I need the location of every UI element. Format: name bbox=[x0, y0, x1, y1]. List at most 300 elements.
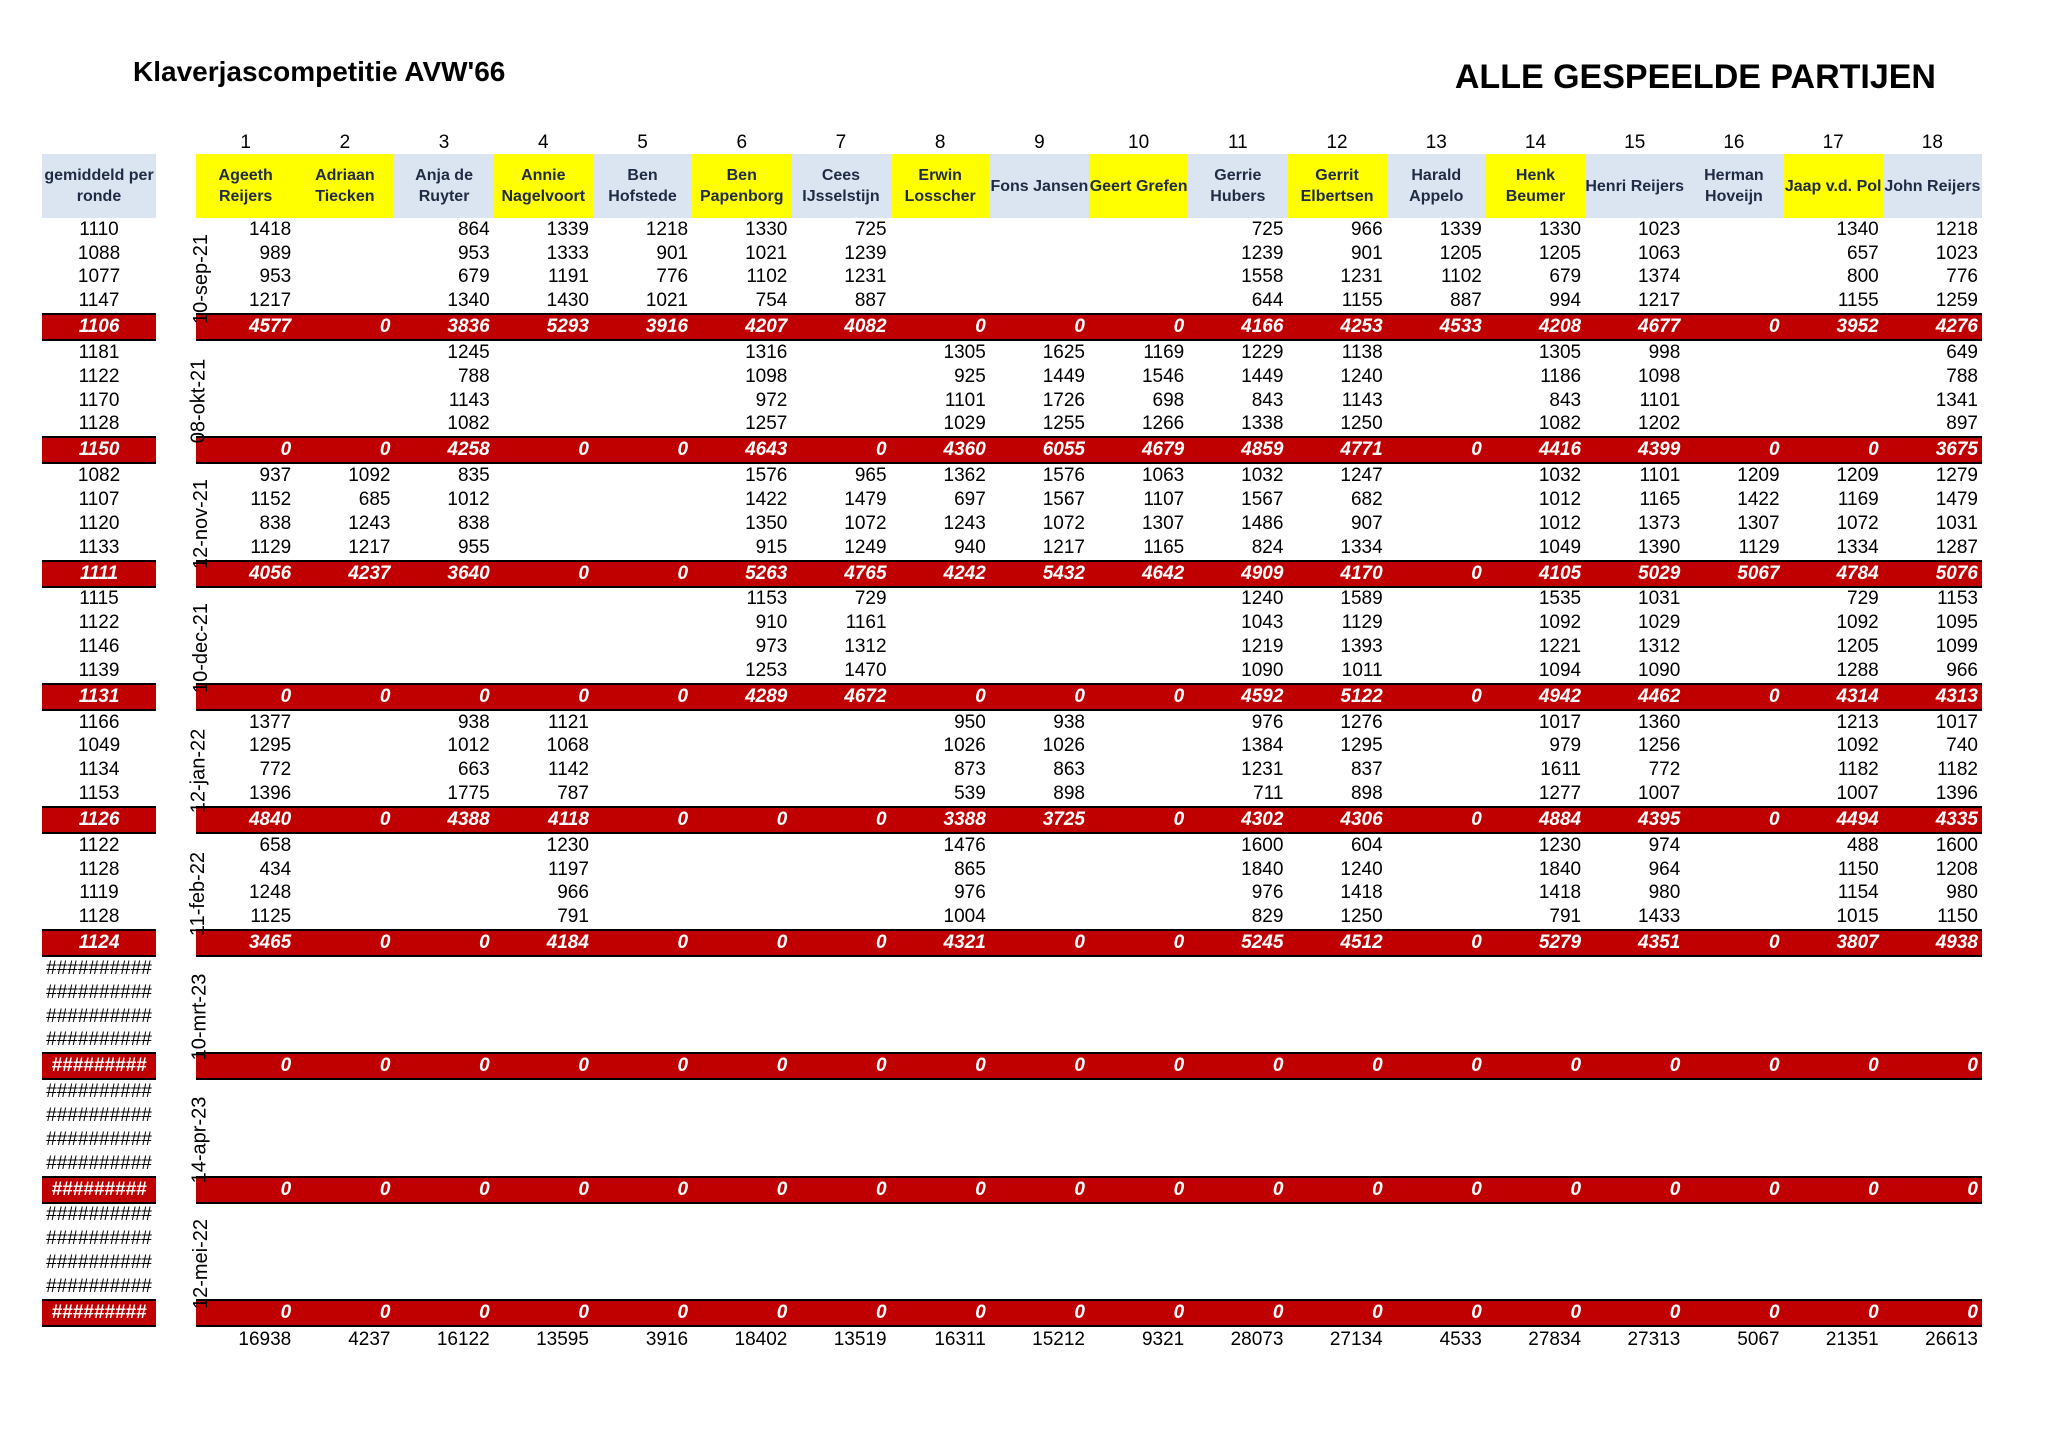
score-row bbox=[42, 1079, 1982, 1104]
score-cell bbox=[295, 905, 394, 930]
score-cell bbox=[692, 1029, 791, 1054]
round-average: 1122 bbox=[78, 834, 120, 856]
round-sum-cell: 0 bbox=[990, 684, 1089, 710]
score-cell bbox=[692, 1079, 791, 1104]
score-cell bbox=[1784, 1275, 1883, 1300]
score-cell bbox=[1089, 956, 1188, 981]
round-sum-cell: 0 bbox=[494, 1177, 593, 1203]
score-cell bbox=[692, 833, 791, 858]
score-cell bbox=[1089, 1029, 1188, 1054]
round-average: ########## bbox=[46, 1029, 152, 1051]
round-sum-cell: 5293 bbox=[494, 314, 593, 340]
score-cell bbox=[494, 1275, 593, 1300]
score-cell: 901 bbox=[656, 242, 689, 264]
score-cell: 788 bbox=[1946, 365, 1978, 387]
round-sum-cell: 0 bbox=[1188, 1300, 1287, 1326]
round-sum-cell: 0 bbox=[1684, 807, 1783, 833]
score-cell bbox=[1089, 758, 1188, 782]
player-number: 13 bbox=[1425, 132, 1447, 153]
score-cell bbox=[394, 1251, 493, 1275]
round-sum-cell: 4242 bbox=[891, 561, 990, 587]
round-sum-cell: 0 bbox=[196, 437, 295, 463]
round-sum-cell: 4314 bbox=[1784, 684, 1883, 710]
score-cell: 1021 bbox=[645, 290, 689, 312]
round-date-cell bbox=[156, 463, 213, 586]
score-cell bbox=[394, 956, 493, 981]
score-cell bbox=[990, 1128, 1089, 1152]
score-cell bbox=[1684, 1128, 1783, 1152]
score-cell bbox=[593, 1152, 692, 1177]
score-row bbox=[42, 858, 1982, 882]
score-cell bbox=[891, 1079, 990, 1104]
score-cell: 1295 bbox=[248, 735, 292, 757]
score-cell bbox=[791, 1079, 890, 1104]
score-cell: 1152 bbox=[250, 489, 292, 511]
score-cell bbox=[990, 1203, 1089, 1228]
round-average: 1107 bbox=[78, 489, 120, 511]
score-cell bbox=[1287, 956, 1386, 981]
score-cell: 1004 bbox=[943, 906, 986, 928]
score-cell: 1007 bbox=[1836, 783, 1879, 805]
score-cell bbox=[593, 340, 692, 365]
round-sum-cell: 0 bbox=[990, 314, 1089, 340]
round-sum-cell: 0 bbox=[1387, 684, 1486, 710]
score-cell bbox=[1089, 1227, 1188, 1251]
score-cell: 966 bbox=[1946, 659, 1978, 681]
score-cell bbox=[295, 242, 394, 266]
score-cell bbox=[593, 365, 692, 389]
score-cell bbox=[1089, 1152, 1188, 1177]
score-cell bbox=[891, 1203, 990, 1228]
score-cell bbox=[295, 833, 394, 858]
score-cell bbox=[295, 218, 394, 242]
totals-row bbox=[42, 1326, 1982, 1353]
score-cell: 1205 bbox=[1836, 636, 1879, 658]
score-row bbox=[42, 882, 1982, 906]
score-cell bbox=[1784, 1005, 1883, 1029]
score-cell bbox=[692, 782, 791, 807]
score-cell: 1362 bbox=[943, 465, 986, 487]
score-cell bbox=[593, 659, 692, 684]
score-cell: 1090 bbox=[1241, 659, 1284, 681]
round-sum-cell: 0 bbox=[990, 1177, 1089, 1203]
score-cell bbox=[196, 340, 295, 365]
score-cell: 1312 bbox=[844, 636, 887, 658]
round-sum-cell: 0 bbox=[394, 1177, 493, 1203]
score-cell bbox=[196, 956, 295, 981]
player-name: Cees IJsselstijn bbox=[791, 154, 890, 218]
score-cell bbox=[1784, 1079, 1883, 1104]
score-cell: 1153 bbox=[1937, 588, 1978, 610]
score-cell bbox=[1387, 389, 1486, 413]
score-cell bbox=[1883, 981, 1982, 1005]
scores-table bbox=[42, 132, 1982, 1353]
score-row bbox=[42, 635, 1982, 659]
score-cell bbox=[1585, 1079, 1684, 1104]
round-sum-cell: 0 bbox=[1684, 1053, 1783, 1079]
score-cell: 1535 bbox=[1538, 588, 1582, 610]
score-cell bbox=[791, 1029, 890, 1054]
score-row bbox=[42, 981, 1982, 1005]
round-sum-cell: 4118 bbox=[494, 807, 593, 833]
score-cell bbox=[494, 1251, 593, 1275]
round-sum-average: ######### bbox=[42, 1053, 156, 1079]
score-cell bbox=[1387, 659, 1486, 684]
score-cell: 1221 bbox=[1538, 636, 1582, 658]
round-sum-cell: 4258 bbox=[394, 437, 493, 463]
round-sum-average: 1131 bbox=[42, 684, 156, 710]
score-cell bbox=[1387, 365, 1486, 389]
score-cell bbox=[1684, 266, 1783, 290]
score-cell bbox=[394, 858, 493, 882]
score-cell bbox=[1486, 1227, 1585, 1251]
round-average: 1110 bbox=[79, 218, 119, 240]
blank-cell bbox=[156, 1326, 196, 1353]
score-cell: 1217 bbox=[348, 536, 391, 558]
score-cell: 1259 bbox=[1935, 290, 1978, 312]
score-cell bbox=[692, 1128, 791, 1152]
score-cell bbox=[394, 1128, 493, 1152]
score-cell bbox=[1486, 1128, 1585, 1152]
score-cell bbox=[1883, 1079, 1982, 1104]
score-cell: 1153 bbox=[746, 588, 788, 610]
score-cell bbox=[692, 1005, 791, 1029]
score-cell bbox=[1188, 981, 1287, 1005]
score-cell bbox=[593, 1251, 692, 1275]
round-sum-cell: 0 bbox=[990, 1053, 1089, 1079]
round-sum-cell: 0 bbox=[1188, 1177, 1287, 1203]
total-cell: 13519 bbox=[791, 1326, 890, 1353]
round-sum-cell: 4289 bbox=[692, 684, 791, 710]
score-cell bbox=[394, 833, 493, 858]
score-cell bbox=[1784, 413, 1883, 438]
score-cell bbox=[1684, 587, 1783, 612]
score-cell bbox=[593, 536, 692, 561]
score-cell bbox=[1684, 735, 1783, 759]
round-sum-cell: 0 bbox=[692, 930, 791, 956]
score-cell bbox=[593, 389, 692, 413]
score-cell bbox=[1387, 981, 1486, 1005]
round-sum-cell: 0 bbox=[593, 1300, 692, 1326]
score-cell bbox=[295, 1275, 394, 1300]
score-cell bbox=[593, 956, 692, 981]
score-cell bbox=[891, 1275, 990, 1300]
round-sum-cell: 0 bbox=[295, 1053, 394, 1079]
score-cell bbox=[394, 1203, 493, 1228]
score-cell bbox=[692, 1152, 791, 1177]
score-cell bbox=[1387, 905, 1486, 930]
score-cell bbox=[990, 905, 1089, 930]
score-cell: 776 bbox=[1946, 266, 1978, 288]
score-cell: 1567 bbox=[1042, 489, 1085, 511]
score-cell: 1339 bbox=[1439, 218, 1482, 240]
round-average: ########## bbox=[46, 1275, 152, 1297]
score-cell bbox=[1287, 1275, 1386, 1300]
score-cell: 1208 bbox=[1935, 858, 1978, 880]
score-cell bbox=[1684, 833, 1783, 858]
round-sum-cell: 0 bbox=[394, 1053, 493, 1079]
score-cell bbox=[593, 635, 692, 659]
score-cell: 1240 bbox=[1340, 365, 1383, 387]
score-cell bbox=[494, 389, 593, 413]
score-cell bbox=[295, 782, 394, 807]
round-sum-cell: 0 bbox=[295, 1177, 394, 1203]
score-cell: 1031 bbox=[1935, 512, 1978, 534]
score-cell: 1479 bbox=[1935, 489, 1978, 511]
round-sum-cell: 0 bbox=[593, 561, 692, 587]
score-cell bbox=[791, 1005, 890, 1029]
score-cell bbox=[1684, 242, 1783, 266]
score-cell bbox=[295, 1203, 394, 1228]
round-average: ########## bbox=[46, 958, 152, 980]
round-sum-cell: 0 bbox=[593, 1053, 692, 1079]
score-cell: 658 bbox=[259, 834, 292, 856]
score-cell bbox=[1387, 340, 1486, 365]
total-cell: 16122 bbox=[394, 1326, 493, 1353]
score-cell: 1611 bbox=[1540, 759, 1582, 781]
player-name: Ageeth Reijers bbox=[196, 154, 295, 218]
score-cell bbox=[394, 1275, 493, 1300]
score-cell: 772 bbox=[1648, 759, 1681, 781]
score-cell bbox=[494, 659, 593, 684]
player-number: 18 bbox=[1921, 132, 1943, 153]
score-cell bbox=[1387, 512, 1486, 536]
round-sum-cell: 0 bbox=[1684, 1300, 1783, 1326]
score-cell: 1625 bbox=[1042, 342, 1085, 364]
score-cell: 1248 bbox=[248, 882, 292, 904]
score-cell bbox=[1387, 735, 1486, 759]
score-cell: 698 bbox=[1152, 389, 1185, 411]
score-cell bbox=[791, 710, 890, 735]
round-sum-cell: 0 bbox=[394, 930, 493, 956]
score-cell bbox=[1684, 758, 1783, 782]
score-cell: 1600 bbox=[1935, 834, 1978, 856]
score-cell: 1015 bbox=[1836, 906, 1879, 928]
score-cell: 1470 bbox=[844, 659, 887, 681]
score-cell bbox=[494, 340, 593, 365]
score-cell bbox=[1684, 1203, 1783, 1228]
score-cell: 1589 bbox=[1340, 588, 1383, 610]
score-cell bbox=[1883, 1275, 1982, 1300]
score-cell: 1032 bbox=[1538, 465, 1582, 487]
score-cell bbox=[990, 289, 1089, 314]
total-cell: 13595 bbox=[494, 1326, 593, 1353]
score-cell bbox=[295, 1104, 394, 1128]
round-sum-cell: 4395 bbox=[1585, 807, 1684, 833]
score-cell: 1082 bbox=[447, 413, 490, 435]
score-cell bbox=[1188, 1005, 1287, 1029]
round-date-cell bbox=[156, 587, 213, 710]
round-sum-cell: 0 bbox=[1188, 1053, 1287, 1079]
round-average: ########## bbox=[46, 1128, 152, 1150]
score-cell bbox=[1089, 905, 1188, 930]
score-row bbox=[42, 512, 1982, 536]
score-cell: 1373 bbox=[1638, 512, 1681, 534]
score-cell bbox=[1287, 1128, 1386, 1152]
score-cell bbox=[1784, 1128, 1883, 1152]
score-cell: 1449 bbox=[1042, 365, 1085, 387]
round-average: 1181 bbox=[78, 342, 120, 364]
score-cell bbox=[494, 512, 593, 536]
round-sum-cell: 4771 bbox=[1287, 437, 1386, 463]
score-cell bbox=[990, 956, 1089, 981]
score-cell bbox=[692, 1227, 791, 1251]
round-sum-cell: 4592 bbox=[1188, 684, 1287, 710]
score-cell bbox=[295, 1128, 394, 1152]
score-cell bbox=[295, 710, 394, 735]
score-cell: 682 bbox=[1350, 489, 1383, 511]
score-cell bbox=[1684, 956, 1783, 981]
score-cell: 898 bbox=[1350, 783, 1383, 805]
round-date-cell bbox=[156, 956, 211, 1079]
score-cell bbox=[593, 1104, 692, 1128]
score-cell bbox=[1287, 1203, 1386, 1228]
score-cell bbox=[891, 587, 990, 612]
score-cell: 1095 bbox=[1935, 612, 1978, 634]
score-cell bbox=[1684, 218, 1783, 242]
score-cell bbox=[1387, 758, 1486, 782]
player-number: 12 bbox=[1326, 132, 1348, 153]
score-cell bbox=[990, 611, 1089, 635]
score-cell: 1092 bbox=[1538, 612, 1582, 634]
score-row bbox=[42, 389, 1982, 413]
round-average: 1128 bbox=[78, 413, 120, 435]
score-cell: 1287 bbox=[1935, 536, 1978, 558]
score-cell bbox=[494, 587, 593, 612]
score-cell: 1107 bbox=[1143, 489, 1185, 511]
score-cell bbox=[1387, 833, 1486, 858]
score-cell bbox=[692, 858, 791, 882]
score-cell: 1240 bbox=[1340, 858, 1383, 880]
score-cell bbox=[295, 289, 394, 314]
total-cell: 28073 bbox=[1188, 1326, 1287, 1353]
score-cell: 1049 bbox=[1538, 536, 1582, 558]
round-average: 1133 bbox=[78, 536, 120, 558]
score-cell: 1840 bbox=[1241, 858, 1284, 880]
score-cell bbox=[1684, 782, 1783, 807]
score-cell bbox=[1585, 981, 1684, 1005]
score-cell: 887 bbox=[854, 290, 887, 312]
score-cell bbox=[1387, 1203, 1486, 1228]
score-cell bbox=[1287, 981, 1386, 1005]
score-cell: 1726 bbox=[1042, 389, 1085, 411]
score-cell bbox=[593, 1005, 692, 1029]
score-cell bbox=[990, 635, 1089, 659]
score-cell: 1098 bbox=[745, 365, 788, 387]
score-cell: 1023 bbox=[1935, 242, 1978, 264]
round-sum-cell: 4784 bbox=[1784, 561, 1883, 587]
score-cell: 974 bbox=[1648, 834, 1681, 856]
round-sum-cell: 6055 bbox=[990, 437, 1089, 463]
score-cell bbox=[891, 1152, 990, 1177]
round-sum-cell: 0 bbox=[692, 1053, 791, 1079]
score-cell: 644 bbox=[1251, 290, 1284, 312]
score-cell bbox=[295, 981, 394, 1005]
round-sum-cell: 0 bbox=[891, 314, 990, 340]
score-cell bbox=[1486, 1275, 1585, 1300]
round-sum-cell: 0 bbox=[196, 1300, 295, 1326]
score-cell bbox=[692, 710, 791, 735]
score-cell: 829 bbox=[1251, 906, 1284, 928]
score-cell: 711 bbox=[1253, 783, 1284, 805]
score-cell bbox=[791, 882, 890, 906]
score-cell: 740 bbox=[1946, 735, 1978, 757]
score-cell: 1334 bbox=[1836, 536, 1879, 558]
score-cell bbox=[1883, 1251, 1982, 1275]
round-sum-cell: 0 bbox=[1784, 1177, 1883, 1203]
score-cell: 1384 bbox=[1241, 735, 1284, 757]
round-sum-cell: 0 bbox=[791, 437, 890, 463]
round-sum-cell: 3952 bbox=[1784, 314, 1883, 340]
score-cell bbox=[593, 905, 692, 930]
score-cell bbox=[1883, 1152, 1982, 1177]
score-cell bbox=[1486, 956, 1585, 981]
score-cell bbox=[1387, 488, 1486, 512]
round-sum-cell: 0 bbox=[295, 1300, 394, 1326]
round-sum-cell: 0 bbox=[593, 807, 692, 833]
score-cell bbox=[494, 365, 593, 389]
score-cell bbox=[593, 710, 692, 735]
player-number: 4 bbox=[538, 132, 549, 153]
round-average: 1166 bbox=[78, 711, 120, 733]
score-cell: 1031 bbox=[1638, 588, 1681, 610]
round-sum-cell: 0 bbox=[1883, 1177, 1982, 1203]
round-sum-cell: 0 bbox=[196, 684, 295, 710]
score-cell bbox=[791, 905, 890, 930]
score-cell: 1023 bbox=[1638, 218, 1681, 240]
score-cell: 1288 bbox=[1836, 659, 1879, 681]
score-cell bbox=[1784, 1152, 1883, 1177]
score-cell bbox=[791, 735, 890, 759]
score-cell: 1243 bbox=[943, 512, 986, 534]
round-sum-row bbox=[42, 684, 1982, 710]
score-cell bbox=[295, 659, 394, 684]
score-cell: 1150 bbox=[1937, 906, 1978, 928]
score-cell bbox=[1287, 1029, 1386, 1054]
score-cell bbox=[1684, 413, 1783, 438]
round-date: 12-jan-22 bbox=[187, 728, 210, 814]
score-cell bbox=[295, 266, 394, 290]
round-sum-cell: 0 bbox=[1089, 1300, 1188, 1326]
score-cell bbox=[1784, 340, 1883, 365]
round-sum-cell: 4306 bbox=[1287, 807, 1386, 833]
score-cell: 1390 bbox=[1638, 536, 1681, 558]
round-sum-cell: 4765 bbox=[791, 561, 890, 587]
round-sum-cell: 4360 bbox=[891, 437, 990, 463]
score-cell bbox=[1585, 1251, 1684, 1275]
score-cell bbox=[1188, 1227, 1287, 1251]
round-sum-cell: 0 bbox=[1784, 1053, 1883, 1079]
round-sum-cell: 4207 bbox=[692, 314, 791, 340]
score-cell: 1099 bbox=[1935, 636, 1978, 658]
score-row bbox=[42, 1203, 1982, 1228]
score-cell: 1121 bbox=[548, 711, 589, 733]
round-average: 1134 bbox=[78, 759, 120, 781]
score-cell: 1138 bbox=[1341, 342, 1383, 364]
score-cell: 1205 bbox=[1538, 242, 1582, 264]
score-cell bbox=[891, 635, 990, 659]
score-cell bbox=[593, 1079, 692, 1104]
score-cell bbox=[1684, 1005, 1783, 1029]
round-sum-cell: 4840 bbox=[196, 807, 295, 833]
score-cell bbox=[891, 289, 990, 314]
score-cell bbox=[990, 1079, 1089, 1104]
score-cell: 955 bbox=[457, 536, 490, 558]
score-cell: 1098 bbox=[1638, 365, 1681, 387]
score-cell bbox=[891, 1005, 990, 1029]
round-sum-average: 1111 bbox=[42, 561, 156, 587]
score-cell bbox=[494, 1029, 593, 1054]
